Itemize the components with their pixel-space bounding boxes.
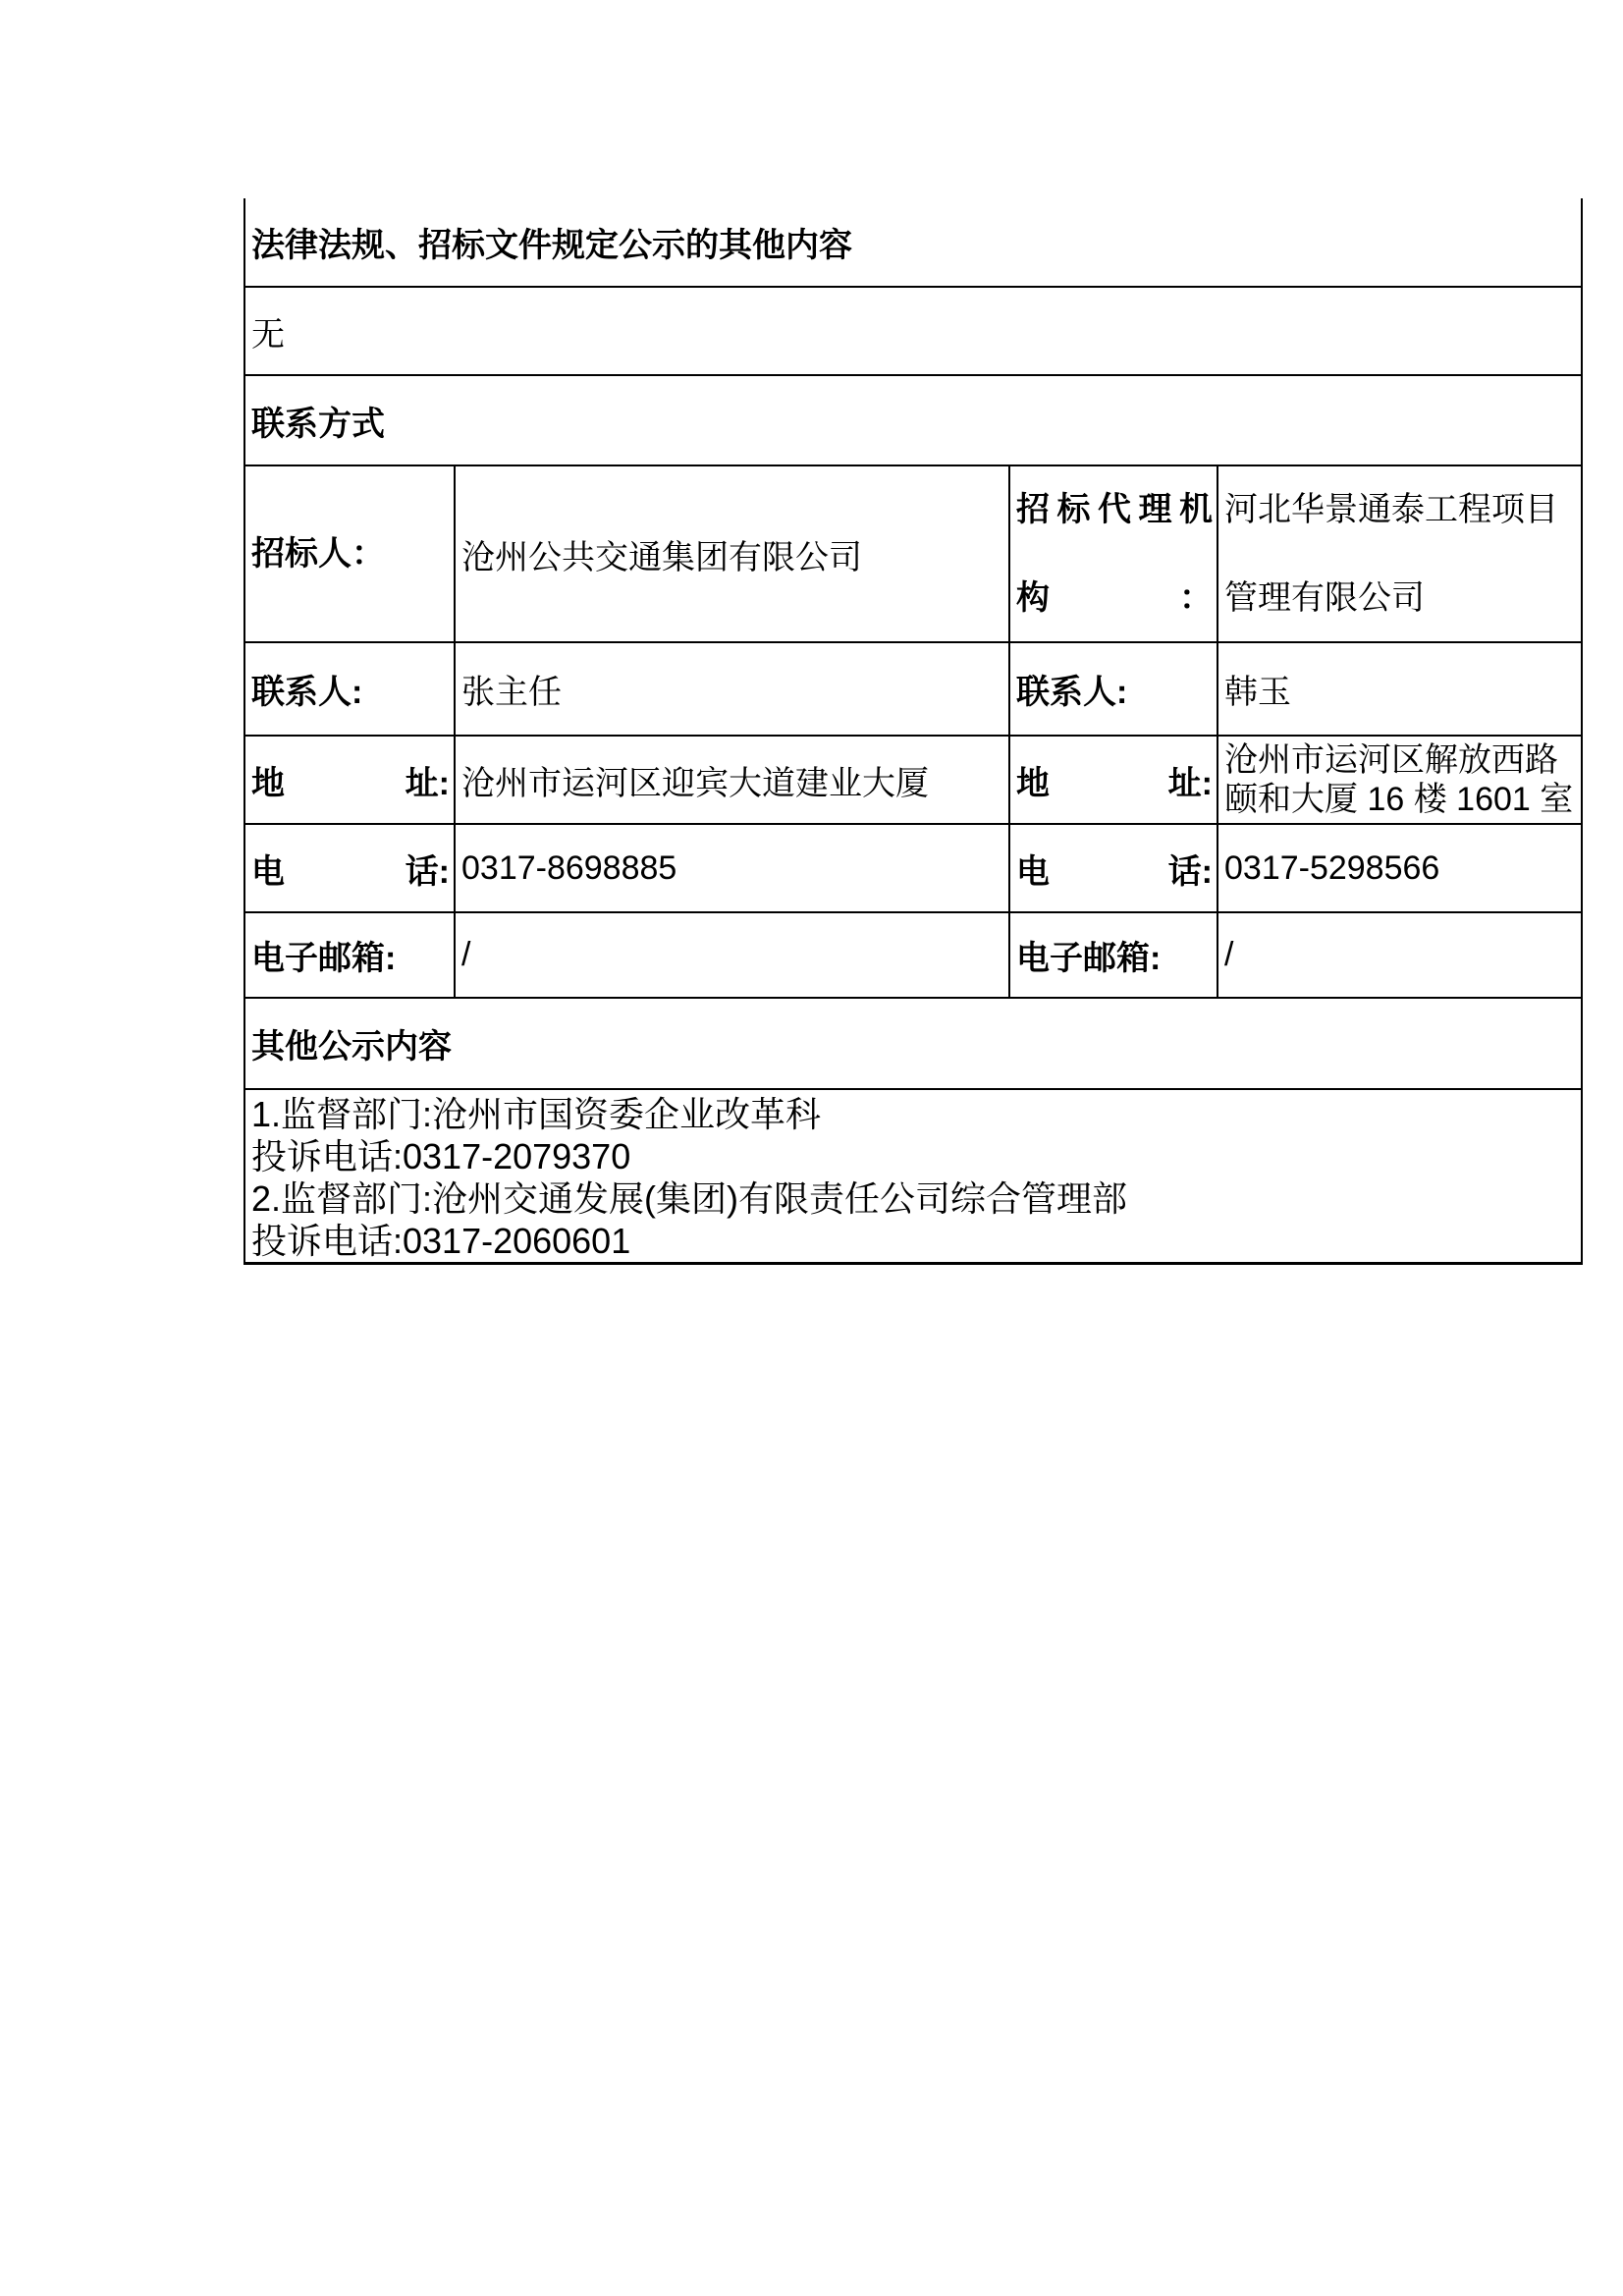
other-content-line1: 1.监督部门:沧州市国资委企业改革科 <box>251 1094 822 1134</box>
contact-right-value: 韩玉 <box>1217 643 1581 735</box>
agency-label: 招标代理机构： <box>1016 491 1213 617</box>
other-content-row <box>245 1090 1581 1265</box>
agency-value-line2: 管理有限公司 <box>1224 579 1425 617</box>
email-right-label: 电子邮箱: <box>1008 913 1217 997</box>
email-right-value: / <box>1217 913 1581 997</box>
contact-header-cell: 联系方式 <box>251 405 385 443</box>
agency-value-cell <box>1217 466 1581 641</box>
email-left-label: 电子邮箱: <box>251 940 397 977</box>
phone-row <box>245 825 1581 913</box>
bidder-label: 招标人： <box>251 535 385 573</box>
phone-right-value: 0317-5298566 <box>1217 825 1581 911</box>
address-right-value <box>1224 740 1577 819</box>
contact-person-row <box>245 643 1581 737</box>
other-content-line2: 投诉电话:0317-2079370 <box>251 1136 631 1176</box>
other-header-cell: 其他公示内容 <box>251 1028 452 1066</box>
contact-right-label: 联系人: <box>1008 643 1217 735</box>
address-left-label-end: 址: <box>405 764 450 802</box>
phone-right-label-end: 话: <box>1167 852 1213 891</box>
address-right-value-cell <box>1217 737 1581 823</box>
other-content-cell <box>245 1090 1581 1262</box>
bidder-value: 沧州公共交通集团有限公司 <box>454 466 1008 641</box>
phone-right-label-start: 电 <box>1016 852 1050 891</box>
email-row <box>245 913 1581 999</box>
address-right-value-line1: 沧州市运河区解放西路 <box>1224 741 1558 779</box>
address-right-label-start: 地 <box>1016 764 1050 802</box>
address-right-label <box>1008 737 1217 823</box>
address-left-label <box>245 737 454 823</box>
contact-left-value: 张主任 <box>454 643 1008 735</box>
agency-value-line1: 河北华景通泰工程项目 <box>1224 491 1558 528</box>
misc-header-cell: 法律法规、招标文件规定公示的其他内容 <box>251 227 852 264</box>
agency-label-cell <box>1008 466 1217 641</box>
other-header-row <box>245 999 1581 1090</box>
phone-left-label-start: 电 <box>251 852 285 891</box>
phone-right-label <box>1008 825 1217 911</box>
other-content-line3: 2.监督部门:沧州交通发展(集团)有限责任公司综合管理部 <box>251 1178 1128 1219</box>
misc-value-cell: 无 <box>251 315 285 354</box>
misc-header-row <box>245 198 1581 288</box>
misc-value-row <box>245 288 1581 376</box>
address-row <box>245 737 1581 825</box>
contact-header-row <box>245 376 1581 466</box>
phone-left-value: 0317-8698885 <box>454 825 1008 911</box>
announcement-table <box>243 198 1583 1265</box>
address-left-label-start: 地 <box>251 764 285 802</box>
email-left-value: / <box>454 913 1008 997</box>
address-left-value: 沧州市运河区迎宾大道建业大厦 <box>454 737 1008 823</box>
address-right-label-end: 址: <box>1167 764 1213 802</box>
phone-left-label-end: 话: <box>405 852 450 891</box>
other-content-line4: 投诉电话:0317-2060601 <box>251 1221 631 1261</box>
phone-left-label <box>245 825 454 911</box>
bidder-agency-row <box>245 466 1581 643</box>
agency-value <box>1224 466 1577 641</box>
contact-left-label: 联系人: <box>251 674 363 711</box>
address-right-value-line2: 颐和大厦 16 楼 1601 室 <box>1224 781 1574 818</box>
